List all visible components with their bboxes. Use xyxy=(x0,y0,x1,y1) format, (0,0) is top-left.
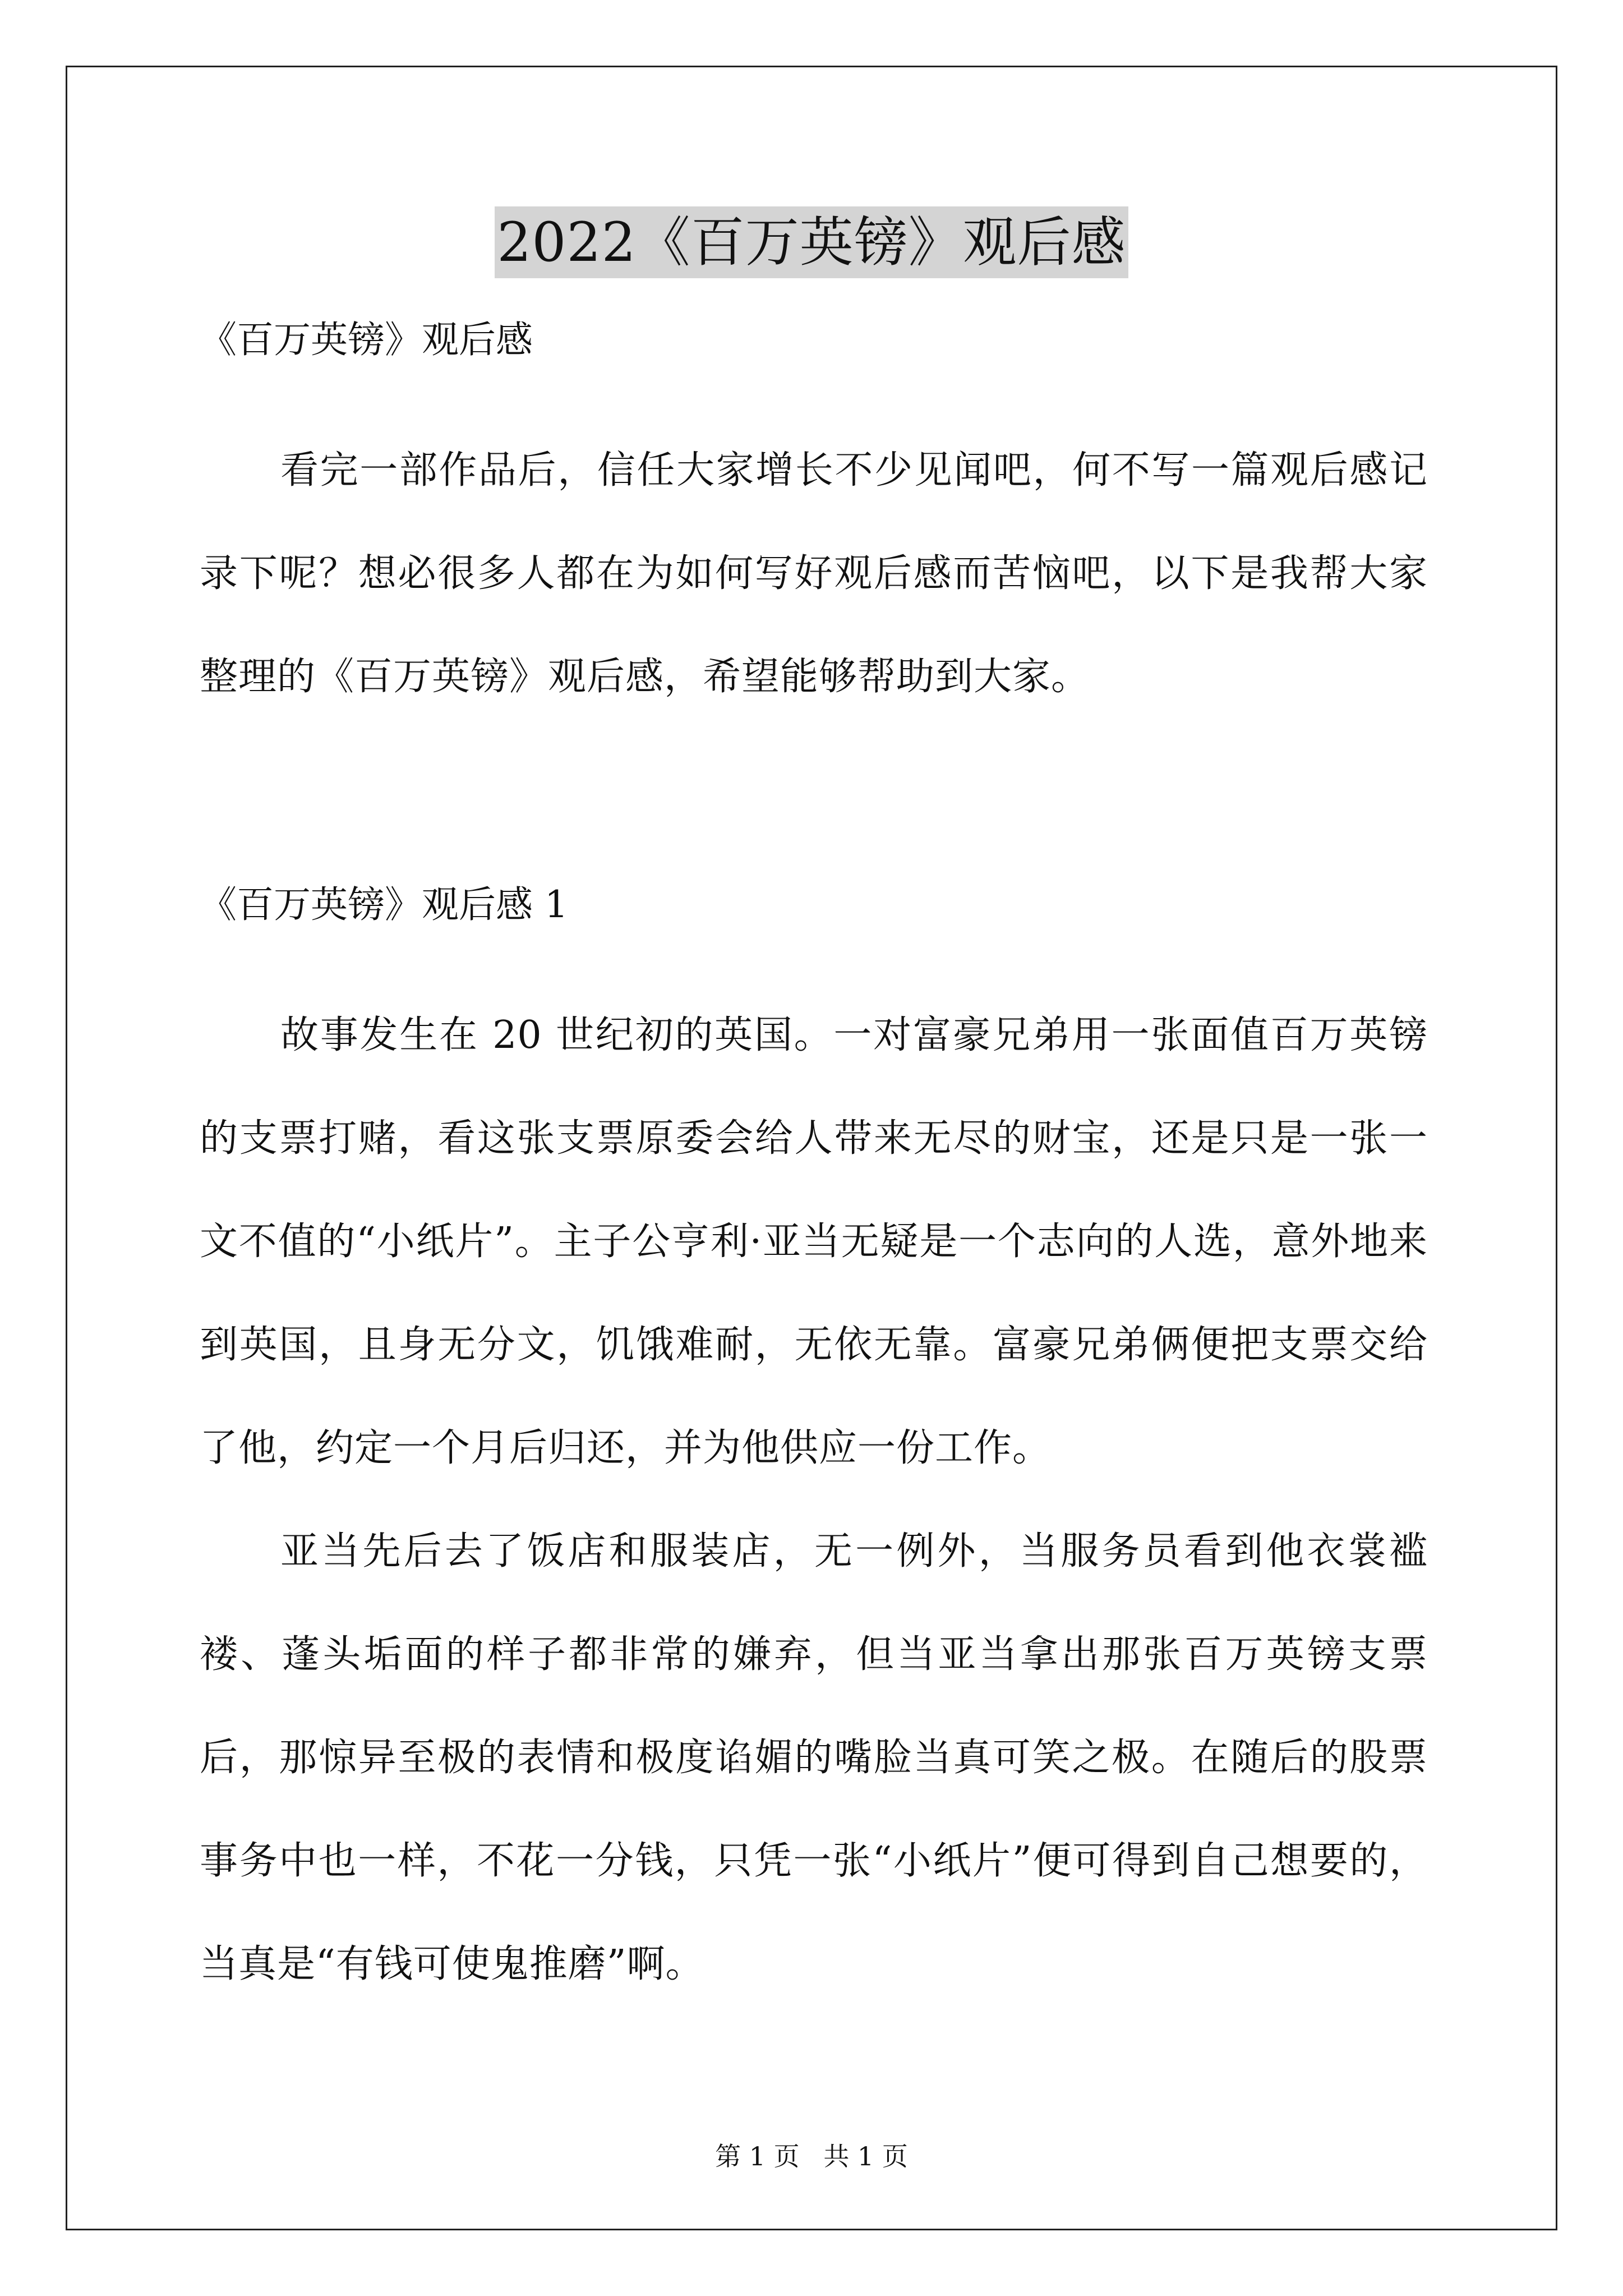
document-body xyxy=(200,314,1428,2016)
page-number: 第 1 页 xyxy=(715,2141,800,2171)
document-title: 2022《百万英镑》观后感 xyxy=(495,206,1128,278)
page-total: 共 1 页 xyxy=(823,2141,908,2171)
section1-paragraph-2: 亚当先后去了饭店和服装店，无一例外，当服务员看到他衣裳褴褛、蓬头垢面的样子都非常的嫌弃，但当亚当拿出那张百万英镑支票后，那惊异至极的表情和极度谄媚的嘴脸当真可笑之极。在随后的股票事务中也一样，不花一分钱，只凭一张“小纸片”便可得到自己想要的，当真是“有钱可使鬼推磨”啊。 xyxy=(200,1529,1428,1986)
section1-paragraph-1: 故事发生在 20 世纪初的英国。一对富豪兄弟用一张面值百万英镑的支票打赌，看这张支票原委会给人带来无尽的财宝，还是只是一张一文不值的“小纸片”。主子公亨利·亚当无疑是一个志向的人选，意外地来到英国，且身无分文，饥饿难耐，无依无靠。富豪兄弟俩便把支票交给了他，约定一个月后归还，并为他供应一份工作。 xyxy=(200,1013,1428,1470)
intro-heading: 《百万英镑》观后感 xyxy=(200,318,533,361)
title-container xyxy=(0,206,1623,278)
intro-paragraph: 看完一部作品后，信任大家增长不少见闻吧，何不写一篇观后感记录下呢？想必很多人都在为如何写好观后感而苦恼吧，以下是我帮大家整理的《百万英镑》观后感，希望能够帮助到大家。 xyxy=(200,448,1428,699)
section1-heading: 《百万英镑》观后感 1 xyxy=(200,883,568,926)
page-footer xyxy=(0,2139,1623,2173)
